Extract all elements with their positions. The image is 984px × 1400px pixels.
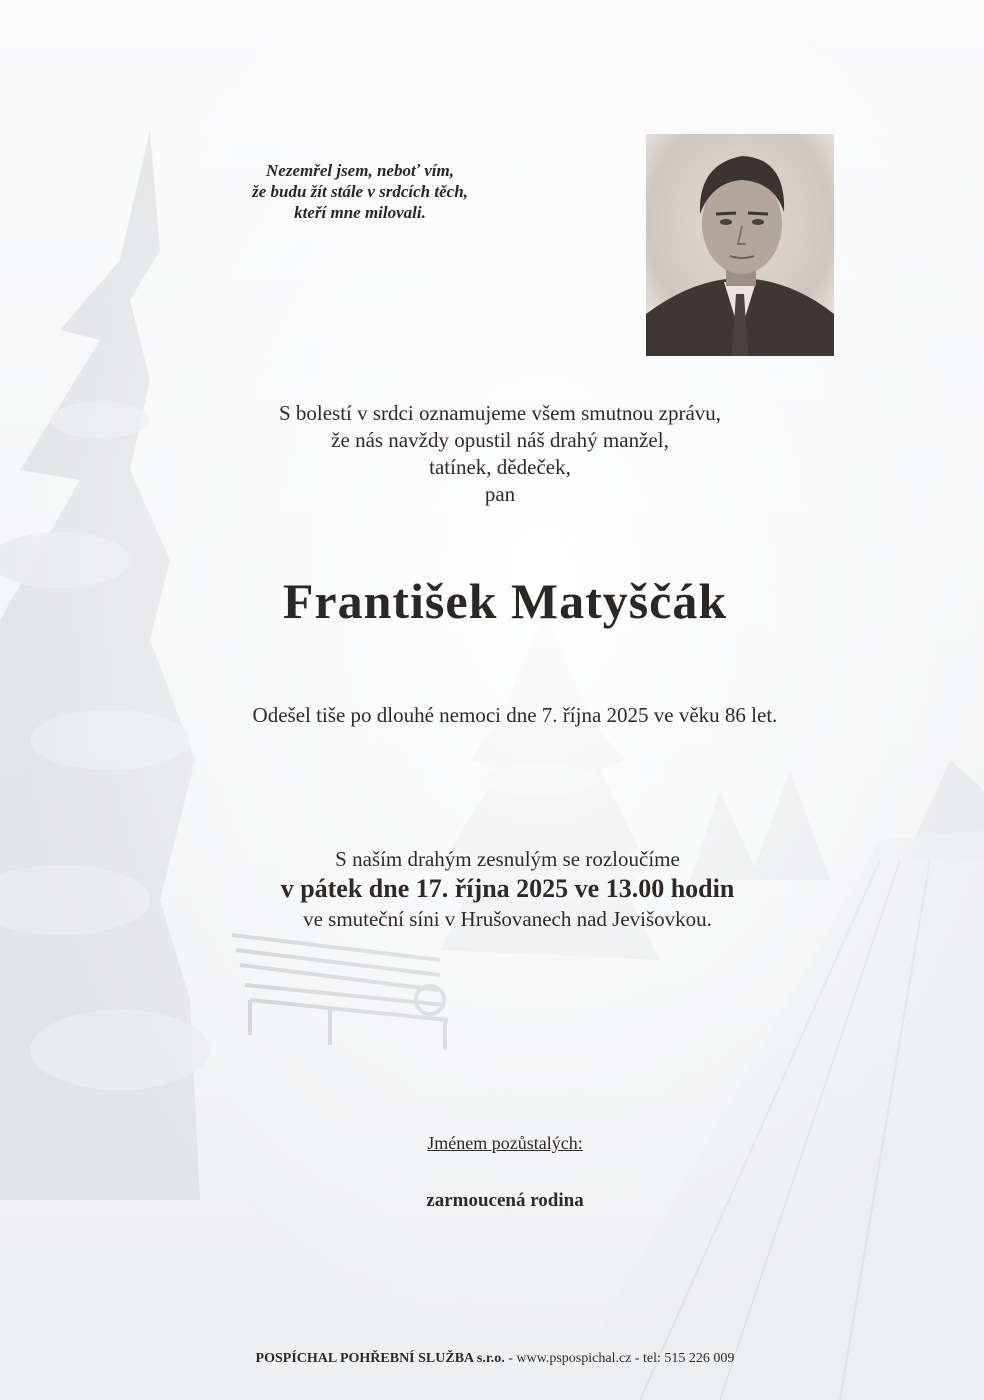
footer-contact: - www.pspospichal.cz - tel: 515 226 009 [504,1351,735,1366]
survivors-label: Jménem pozůstalých: [427,1133,583,1153]
portrait-photo [646,134,834,356]
farewell-intro: S naším drahým zesnulým se rozloučíme [335,847,680,871]
footer-company: POSPÍCHAL POHŘEBNÍ SLUŽBA s.r.o. [255,1351,505,1366]
announcement-line: tatínek, dědeček, [429,455,571,479]
motto-line: že budu žít stále v srdcích těch, [252,182,468,201]
announcement-text [200,400,800,508]
death-notice: Odešel tiše po dlouhé nemoci dne 7. října 2025 ve věku 86 let. [252,703,778,727]
farewell-place: ve smuteční síni v Hrušovanech nad Jevišovkou. [303,907,712,931]
deceased-name: František Matyščák [282,573,728,629]
farewell-info [150,845,865,933]
farewell-datetime: v pátek dne 17. října 2025 ve 13.00 hodin [280,874,735,903]
motto-line: Nezemřel jsem, neboť vím, [266,161,454,180]
motto-line: kteří mne milovali. [294,203,426,222]
funeral-service-footer [120,1351,870,1367]
survivors-signature: zarmoucená rodina [426,1190,584,1211]
announcement-line: pan [484,482,516,506]
motto-quote [210,160,510,223]
announcement-line: že nás navždy opustil náš drahý manžel, [331,428,669,452]
announcement-line: S bolestí v srdci oznamujeme všem smutnou zprávu, [278,401,722,425]
